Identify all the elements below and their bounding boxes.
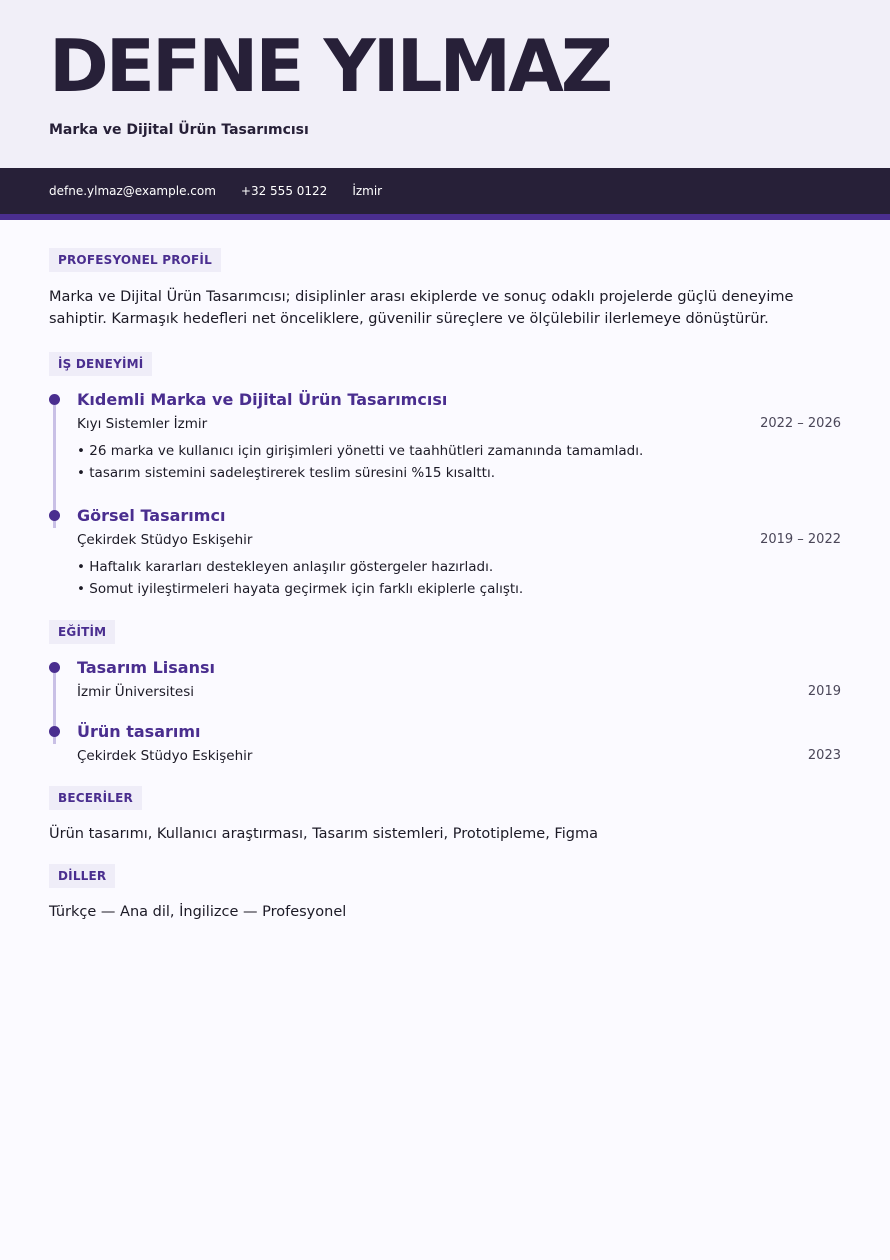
degree-meta [77, 746, 841, 766]
degree-school: Çekirdek Stüdyo Eskişehir [77, 748, 253, 764]
candidate-name: DEFNE YILMAZ [49, 24, 611, 108]
job-meta [77, 414, 841, 434]
timeline-dot [49, 726, 60, 737]
section-gap [49, 600, 841, 620]
education-timeline [49, 658, 841, 766]
degree-title: Ürün tasarımı [77, 722, 201, 741]
contact-email[interactable]: defne.ylmaz@example.com [49, 184, 216, 198]
skills-text: Ürün tasarımı, Kullanıcı araştırması, Tasarım sistemleri, Prototipleme, Figma [49, 826, 598, 842]
job-bullet: • tasarım sistemini sadeleştirerek teslim süresini %15 kısalttı. [77, 465, 495, 481]
resume-body [0, 220, 890, 922]
degree-school: İzmir Üniversitesi [77, 684, 195, 700]
degree-year: 2023 [807, 748, 841, 763]
section-label-education: EĞİTİM [49, 620, 115, 644]
job-bullet: • Haftalık kararları destekleyen anlaşılır göstergeler hazırladı. [77, 559, 494, 575]
experience-entry [49, 390, 841, 506]
contact-phone[interactable]: +32 555 0122 [240, 184, 328, 198]
profile-text: Marka ve Dijital Ürün Tasarımcısı; disiplinler arası ekiplerde ve sonuç odaklı projelerde güçlü deneyime sahiptir. Karmaşık hedefleri net önceliklere, güvenilir süreçlere ve ölçülebilir ilerlemeye dönüştürür. [49, 289, 794, 327]
job-bullets [77, 440, 841, 484]
degree-title: Tasarım Lisansı [77, 658, 215, 677]
timeline-dot [49, 662, 60, 673]
job-company: Çekirdek Stüdyo Eskişehir [77, 532, 253, 548]
job-bullets [77, 556, 841, 600]
languages-text: Türkçe — Ana dil, İngilizce — Profesyonel [49, 904, 347, 920]
resume-header [0, 0, 890, 168]
job-dates: 2019 – 2022 [760, 532, 841, 547]
job-company: Kıyı Sistemler İzmir [77, 416, 208, 432]
candidate-role: Marka ve Dijital Ürün Tasarımcısı [49, 122, 309, 138]
section-label-languages: DİLLER [49, 864, 115, 888]
contact-location: İzmir [352, 184, 383, 198]
timeline-dot [49, 510, 60, 521]
section-label-experience: İŞ DENEYİMİ [49, 352, 152, 376]
section-label-skills: BECERİLER [49, 786, 142, 810]
timeline-dot [49, 394, 60, 405]
section-gap [49, 766, 841, 786]
education-entry [49, 658, 841, 722]
section-gap [49, 844, 841, 864]
job-bullet: • Somut iyileştirmeleri hayata geçirmek için farklı ekiplerle çalıştı. [77, 581, 524, 597]
contact-bar [0, 168, 890, 220]
degree-meta [77, 682, 841, 702]
job-meta [77, 530, 841, 550]
job-title: Görsel Tasarımcı [77, 506, 226, 525]
education-entry [49, 722, 841, 766]
job-dates: 2022 – 2026 [760, 416, 841, 431]
experience-entry [49, 506, 841, 600]
section-label-profile: PROFESYONEL PROFİL [49, 248, 221, 272]
job-title: Kıdemli Marka ve Dijital Ürün Tasarımcısı [77, 390, 448, 409]
job-bullet: • 26 marka ve kullanıcı için girişimleri yönetti ve taahhütleri zamanında tamamladı. [77, 443, 644, 459]
experience-timeline [49, 390, 841, 600]
degree-year: 2019 [807, 684, 841, 699]
